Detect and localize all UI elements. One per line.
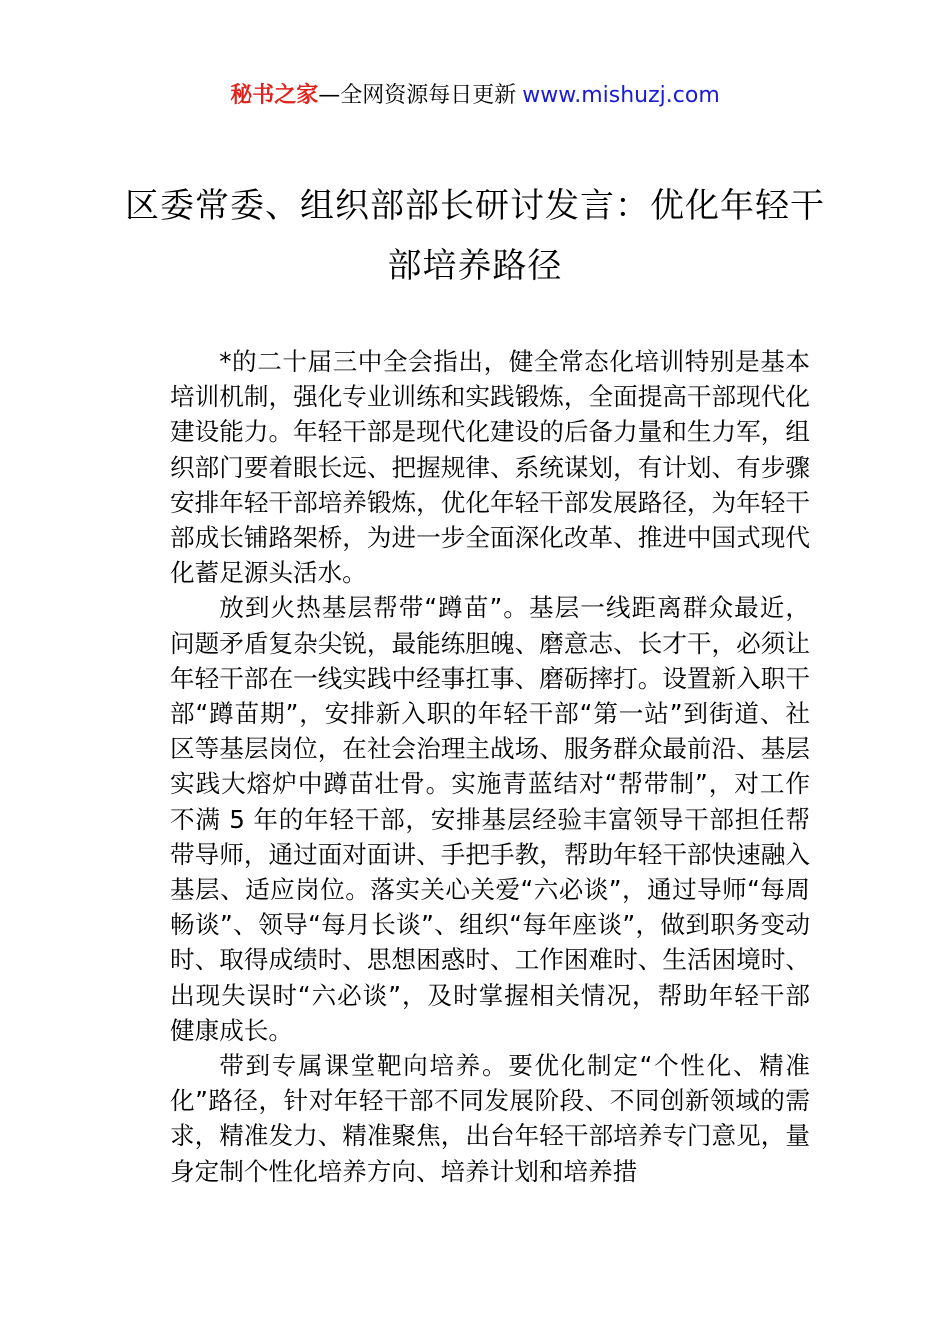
document-title: 区委常委、组织部部长研讨发言：优化年轻干部培养路径 bbox=[125, 186, 825, 286]
paragraph-classroom: 带到专属课堂靶向培养。要优化制定“个性化、精准化”路径，针对年轻干部不同发展阶段、不同创新领域的需求，精准发力、精准聚焦，出台年轻干部培养专门意见，量身定制个性化培养方向、培养计划和培养措 bbox=[170, 1051, 810, 1186]
site-slogan: 全网资源每日更新 bbox=[340, 83, 517, 108]
paragraph-grassroots: 放到火热基层帮带“蹲苗”。基层一线距离群众最近，问题矛盾复杂尖锐，最能练胆魄、磨意志、长才干，必须让年轻干部在一线实践中经事扛事、磨砺摔打。设置新入职干部“蹲苗期”，安排新入职的年轻干部“第一站”到街道、社区等基层岗位，在社会治理主战场、服务群众最前沿、基层实践大熔炉中蹲苗壮骨。实施青蓝结对“帮带制”，对工作不满 5 年的年轻干部，安排基层经验丰富领导干部担任帮带导师，通过面对面讲、手把手教，帮助年轻干部快速融入基层、适应岗位。落实关心关爱“六必谈”，通过导师“每周畅谈”、领导“每月长谈”、组织“每年座谈”，做到职务变动时、取得成绩时、思想困惑时、工作困难时、生活困境时、出现失误时“六必谈”，及时掌握相关情况，帮助年轻干部健康成长。 bbox=[170, 593, 810, 1045]
paragraph-intro: *的二十届三中全会指出，健全常态化培训特别是基本培训机制，强化专业训练和实践锻炼，全面提高干部现代化建设能力。年轻干部是现代化建设的后备力量和生力军，组织部门要着眼长远、把握规律、系统谋划，有计划、有步骤安排年轻干部培养锻炼，优化年轻干部发展路径，为年轻干部成长铺路架桥，为进一步全面深化改革、推进中国式现代化蓄足源头活水。 bbox=[170, 347, 810, 588]
site-header bbox=[0, 80, 950, 112]
header-dash: — bbox=[318, 83, 341, 108]
site-url-link[interactable]: www.mishuzj.com bbox=[522, 83, 720, 108]
document-body bbox=[170, 344, 810, 1189]
site-brand: 秘书之家 bbox=[230, 83, 319, 108]
